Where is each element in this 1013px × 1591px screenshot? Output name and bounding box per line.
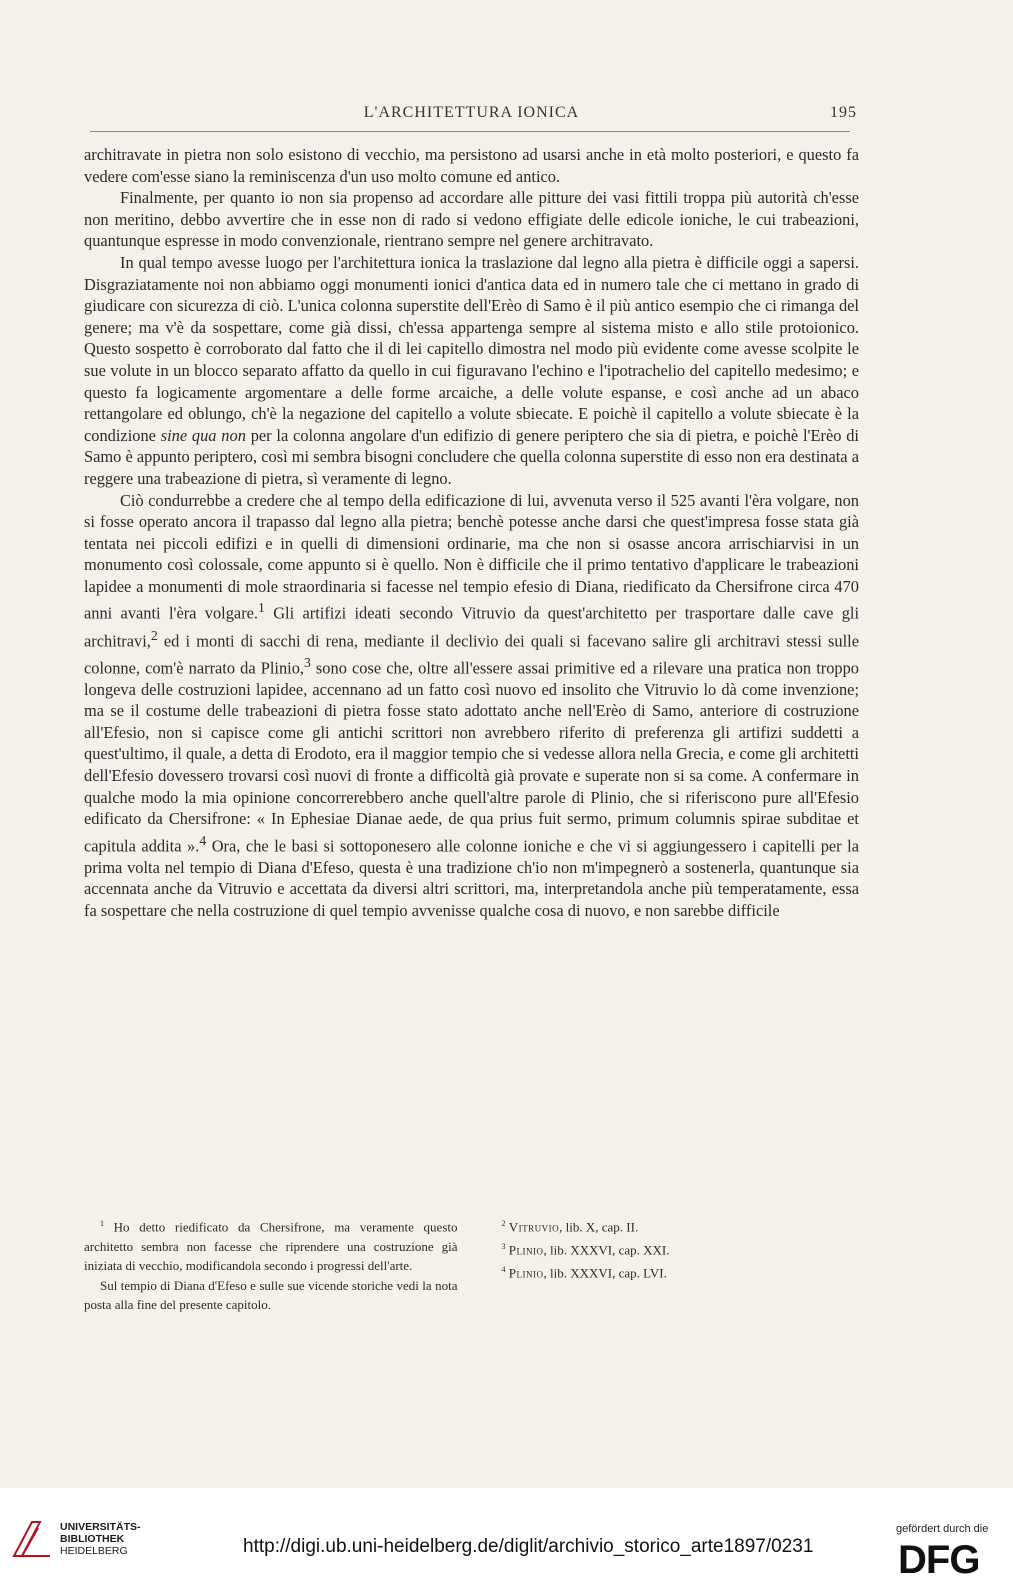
funding-caption: gefördert durch die — [896, 1523, 989, 1535]
footnote-3 — [486, 1237, 860, 1260]
footnote-author: Plinio — [508, 1242, 544, 1258]
footnote-number: 3 — [501, 1241, 506, 1251]
library-name-line: BIBLIOTHEK — [60, 1533, 125, 1545]
footnote-number: 2 — [501, 1219, 506, 1228]
footnote-ref: 2 — [150, 627, 158, 643]
footnote-number: 1 — [100, 1219, 104, 1228]
library-name-line: UNIVERSITÄTS- — [60, 1521, 141, 1533]
library-name — [60, 1521, 141, 1557]
text-run: Ciò condurrebbe a credere che al tempo della edificazione di lui, avvenuta verso il 525 avanti l'èra volgare, non si fosse operato ancora il trapasso dal legno alla pietra; benchè potesse anche darsi che quest'impresa fosse stata già tentata nei piccoli edifizi e in quelli di dimensioni ordinarie, ma che non si osasse ancora arrischiarvisi in un monumento così colossale, come appunto si è quello. Non è difficile che il primo tentativo d'applicare le trabeazioni lapidee a monumenti di mole straordinaria si facesse nel tempio efesio di Diana, riedificato da Chersifrone circa 470 anni avanti l'èra volgare. — [84, 490, 859, 623]
text-run: sono cose che, oltre all'essere assai primitive ed a rilevare una pratica non troppo longeva delle costruzioni lapidee, accennano ad un fatto così nuovo ed insolito che Vitruvio lo dà come invenzione; ma se il costume delle trabeazioni di pietra fosse stato adottato anche nell'Erèo di Samo, anteriore di costruzione all'Efesio, non si capisce come gli antichi scrittori non avrebbero riferito di preferenza gli artifizi suddetti a quest'ultimo, il quale, a detta di Erodoto, era il maggior tempio che si vedesse allora nella Grecia, e come gli architetti dell'Efesio dovessero trovarsi così nuovi di fronte a difficoltà già provate e superate non si sa come. A confermare in qualche modo la mia opinione concorrerebbero anche quell'altre parole di Plinio, che si riferiscono pure all'Efesio edificato da Chersifrone: « In Ephesiae Dianae aede, de qua prius fuit sermo, primum columnis spirae subditae et capitula addita ». — [84, 658, 859, 856]
running-title: L'ARCHITETTURA IONICA — [363, 104, 580, 121]
running-head — [84, 98, 859, 126]
footnote-2 — [486, 1214, 860, 1237]
footnote-1-continued — [84, 1276, 458, 1315]
footnote-number: 4 — [501, 1264, 506, 1274]
text-run: per la colonna angolare d'un edifizio di genere periptero che sia di pietra, e poichè l'Erèo di Samo è appunto periptero, così mi sembra bisogni concludere che quella colonna superstite di esso non era destinata a reggere una trabeazione di pietra, sì veramente di legno. — [84, 425, 859, 488]
library-name-line: HEIDELBERG — [60, 1545, 128, 1557]
text-run: ed i monti di sacchi di rena, mediante il declivio dei quali si facevano salire gli architravi stessi sulle colonne, com'è narrato da Plinio, — [84, 631, 859, 678]
footnote-ref: 4 — [199, 832, 207, 848]
footnote-ref: 1 — [258, 600, 265, 616]
footer-bar — [0, 1488, 1013, 1591]
text-run: Ora, che le basi si sottoponesero alle colonne ioniche e che vi si aggiungessero i capitelli per la prima volta nel tempio di Diana d'Efeso, questa è una tradizione ch'io non m'impegnerò a sostenerla, quantunque sia accennata anche da Vitruvio e accettata da diversi altri scrittori, ma, interpretandola anche più temperatamente, essa fa sospettare che nella costruzione di quel tempio avvenisse qualche cosa di nuovo, e non sarebbe difficile — [84, 836, 860, 921]
footnote-text: storiche vedi la nota posta alla fine del presente capitolo. — [84, 1277, 458, 1313]
footnote-1 — [84, 1214, 458, 1276]
text-run: In qual tempo avesse luogo per l'architettura ionica la traslazione dal legno alla pietra è difficile oggi a sapersi. Disgraziatamente noi non abbiamo oggi monumenti ionici d'antica data ed in numero tale che ci mettano in grado di giudicare con sicurezza di ciò. L'unica colonna superstite dell'Erèo di Samo è il più antico esempio che ci rimanga del genere; ma v'è da sospettare, come già dissi, ch'essa appartenga sempre al sistema misto e allo stile protoionico. Questo sospetto è corroborato dal fatto che il di lei capitello dimostra nel modo più evidente come avesse scolpite le sue volute in un blocco separato affatto da quello in cui figuravano l'echino e l'ipotrachelio del capitello medesimo; e questo fa logicamente argomentare a delle forme arcaiche, a delle volute espanse, e così anche ad un abaco rettangolare ed oblungo, ch'è la negazione del capitello a volute sbiecate. E poichè il capitello a volute sbiecate è la condizione — [84, 252, 859, 445]
footnote-author: Vitruvio — [508, 1219, 560, 1235]
main-text — [84, 144, 859, 922]
footnote-4 — [486, 1260, 860, 1283]
header-rule — [90, 131, 850, 132]
footnote-author: Plinio — [508, 1264, 544, 1280]
paragraph — [84, 490, 859, 922]
paragraph: architravate in pietra non solo esistono di vecchio, ma persistono ad usarsi anche in età molto posteriori, e questo fa vedere com'esse siano la reminiscenza d'un uso molto comune ed antico. — [84, 145, 859, 186]
footnote-text: Ho detto riedificato da Chersifrone, ma veramente questo architetto sembra non facesse che riprendere una costruzione già iniziata di vecchio, modificandola secondo i progressi dell'arte. — [84, 1219, 458, 1274]
paragraph: Finalmente, per quanto io non sia propenso ad accordare alle pitture dei vasi fittili troppa più autorità ch'esse non meritino, debbo avvertire che in esse non di rado si vedono effigiate delle edicole ioniche, le cui trabeazioni, quantunque espresse in modo convenzionale, rientrano sempre nel genere architravato. — [84, 188, 859, 251]
paragraph — [84, 252, 859, 490]
text-run: Gli artifizi ideati secondo Vitruvio da quest'architetto per trasportare dalle cave gli architravi, — [84, 603, 859, 650]
page-number: 195 — [830, 104, 857, 121]
footnotes — [84, 1214, 859, 1315]
italic-phrase: sine qua non — [160, 425, 246, 445]
university-library-logo-icon — [10, 1518, 56, 1560]
footnote-text: , lib. XXXVI, cap. LVI. — [543, 1264, 667, 1280]
footnote-text: Sul tempio di Diana d'Efeso e sulle sue vicende — [100, 1277, 349, 1293]
footnote-ref: 3 — [304, 654, 311, 670]
permalink-url[interactable]: http://digi.ub.uni-heidelberg.de/diglit/archivio_storico_arte1897/0231 — [243, 1536, 814, 1557]
footnote-text: , lib. XXXVI, cap. XXI. — [543, 1242, 670, 1258]
footnote-text: , lib. X, cap. II. — [559, 1219, 639, 1235]
dfg-logo: DFG — [898, 1538, 980, 1582]
